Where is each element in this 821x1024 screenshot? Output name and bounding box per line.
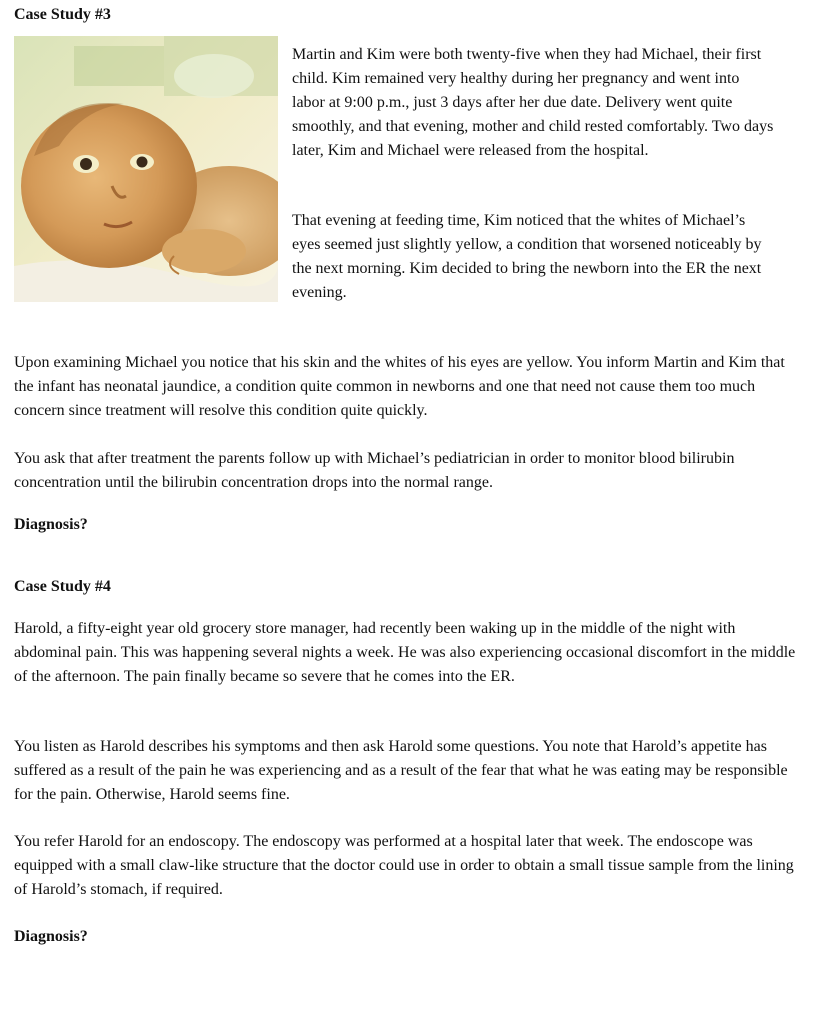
- case-4-paragraph-3: You refer Harold for an endoscopy. The endoscopy was performed at a hospital later that week. The endoscope was equipped with a small claw-like structure that the doctor could use in order to obtain a small tissue sample from the lining of Harold’s stomach, if required.: [14, 833, 794, 898]
- case-4-paragraph-1: Harold, a fifty-eight year old grocery store manager, had recently been waking up in the middle of the night with abdominal pain. This was happening several nights a week. He was also experiencing occasional discomfort in the middle of the afternoon. The pain finally became so severe that he comes into the ER.: [14, 620, 796, 685]
- case-3-diagnosis-prompt: Diagnosis?: [14, 516, 88, 533]
- case-3-intro-paragraph-1: Martin and Kim were both twenty-five when they had Michael, their first child. Kim remained very healthy during her pregnancy and went into labor at 9:00 p.m., just 3 days after her due date. Delivery went quite smoothly, and that evening, mother and child rested comfortably. Two days later, Kim and Michael were released from the hospital.: [292, 46, 774, 159]
- newborn-photo: [14, 36, 278, 302]
- case-4-paragraph-2: You listen as Harold describes his symptoms and then ask Harold some questions. You note that Harold’s appetite has suffered as a result of the pain he was experiencing and as a result of the fear that what he was eating may be responsible for the pain. Otherwise, Harold seems fine.: [14, 738, 788, 803]
- case-3-paragraph-4: You ask that after treatment the parents follow up with Michael’s pediatrician in order to monitor blood bilirubin concentration until the bilirubin concentration drops into the normal range.: [14, 450, 735, 491]
- case-study-4-title: Case Study #4: [14, 578, 111, 595]
- case-3-paragraph-3: Upon examining Michael you notice that his skin and the whites of his eyes are yellow. You inform Martin and Kim that the infant has neonatal jaundice, a condition quite common in newborns and one that need not cause them too much concern since treatment will resolve this condition quite quickly.: [14, 354, 785, 419]
- case-3-intro-paragraph-2: That evening at feeding time, Kim noticed that the whites of Michael’s eyes seemed just slightly yellow, a condition that worsened noticeably by the next morning. Kim decided to bring the newborn into the ER the next evening.: [292, 212, 762, 301]
- case-study-3-title: Case Study #3: [14, 6, 111, 23]
- case-4-diagnosis-prompt: Diagnosis?: [14, 928, 88, 945]
